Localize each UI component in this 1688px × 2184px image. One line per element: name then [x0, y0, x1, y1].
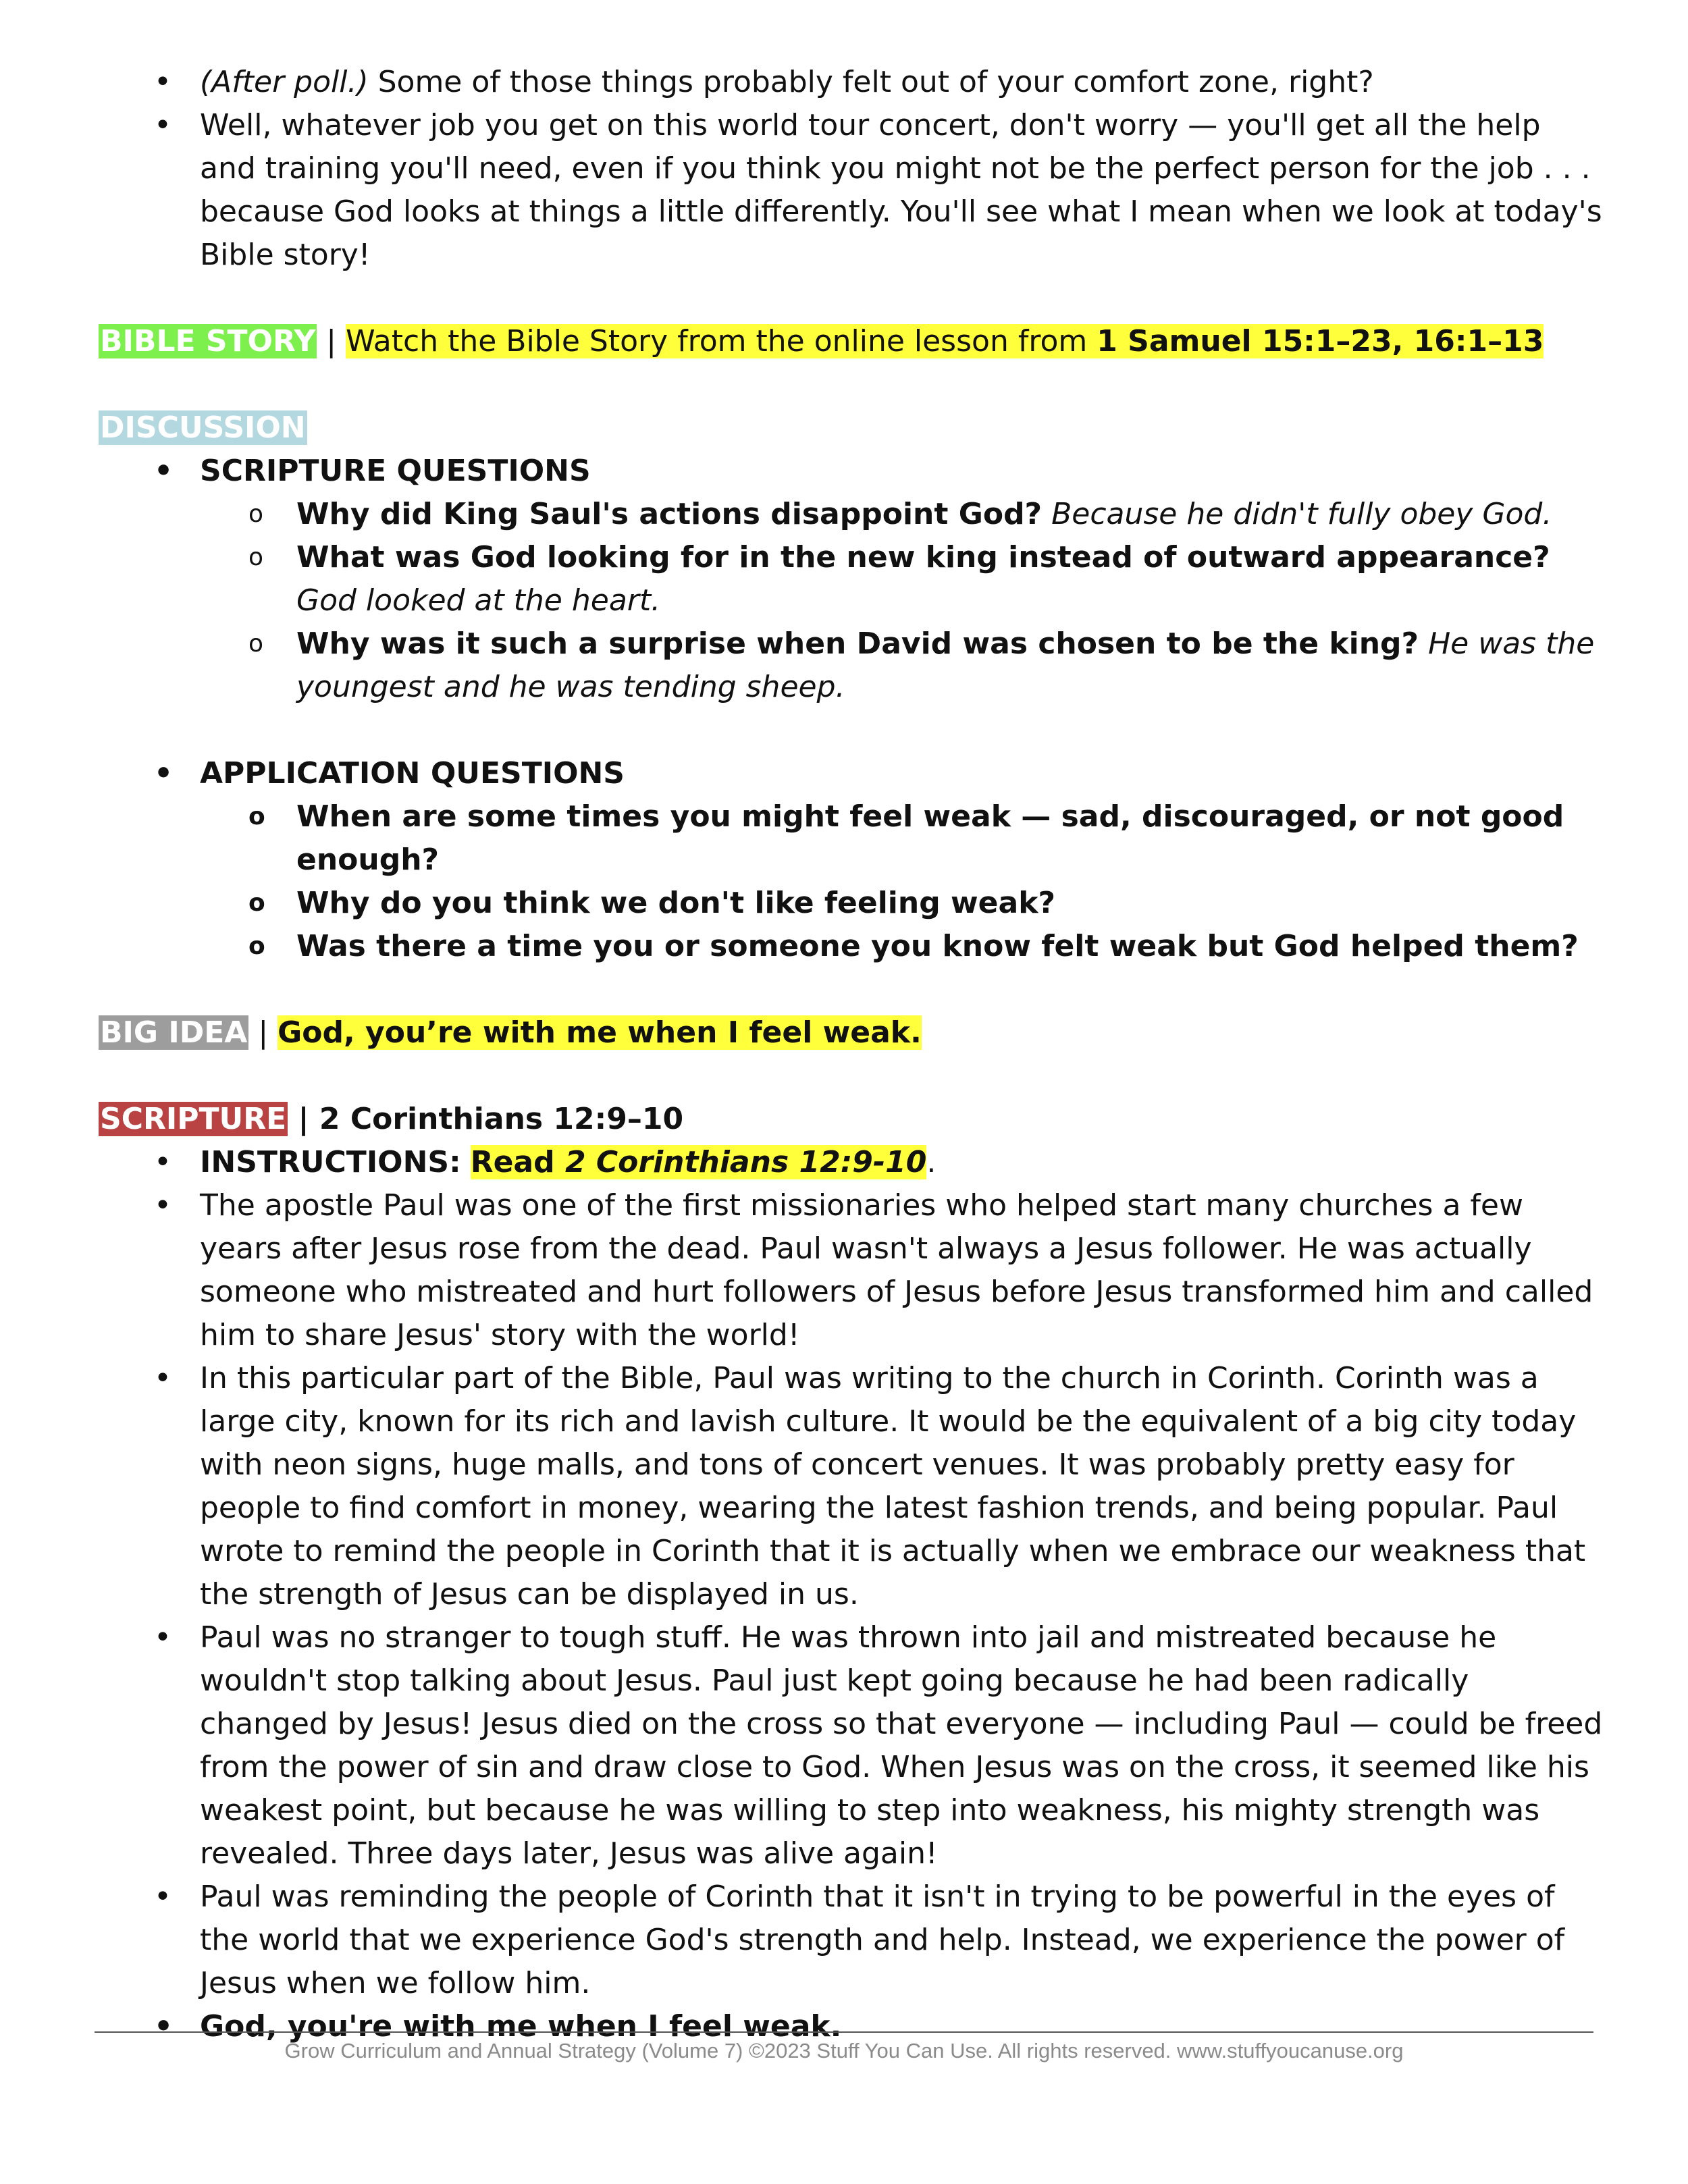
application-question-3: o Was there a time you or someone you know felt weak but God helped them? — [99, 925, 1604, 968]
discussion-heading — [99, 406, 1604, 450]
question-text: What was God looking for in the new king instead of outward appearance? — [296, 540, 1550, 575]
answer-text: He was the youngest and he was tending sheep. — [296, 627, 1595, 704]
intro-list — [99, 61, 1604, 277]
scripture-reference: 2 Corinthians 12:9–10 — [319, 1102, 684, 1136]
scripture-paragraph-4: • Paul was reminding the people of Corinth that it isn't in trying to be powerful in the eyes of the world that we experience God's strength and help. Instead, we experience the power of Jesus when we follow him. — [99, 1875, 1604, 2005]
intro-bullet-1-text: Some of those things probably felt out of your comfort zone, right? — [368, 65, 1374, 99]
scripture-questions-list — [99, 493, 1604, 709]
bible-story-line — [99, 320, 1604, 363]
scripture-paragraph-2: • In this particular part of the Bible, Paul was writing to the church in Corinth. Corinth was a large city, known for its rich and lavish culture. It would be the equivalent of a big city today with neon signs, huge malls, and tons of concert venues. It was probably pretty easy for people to find comfort in money, wearing the latest fashion trends, and being popular. Paul wrote to remind the people in Corinth that it is actually when we embrace our weakness that the strength of Jesus can be displayed in us. — [99, 1357, 1604, 1616]
intro-bullet-2-text: Well, whatever job you get on this world tour concert, don't worry — you'll get all the help and training you'll need, even if you think you might not be the perfect person for the job . . . because God looks at things a little differently. You'll see what I mean when we look at today's Bible story! — [200, 108, 1602, 272]
application-question-1: o When are some times you might feel weak — sad, discouraged, or not good enough? — [99, 795, 1604, 882]
instructions-end: . — [926, 1145, 937, 1179]
closing-statement: • God, you're with me when I feel weak. — [99, 2005, 1604, 2048]
application-questions-list — [99, 795, 1604, 968]
scripture-separator: | — [288, 1102, 319, 1136]
footer-divider — [95, 2031, 1593, 2033]
scripture-paragraph-3: • Paul was no stranger to tough stuff. He was thrown into jail and mistreated because he wouldn't stop talking about Jesus. Paul just kept going because he had been radically changed by Jesus! Jesus died on the cross so that everyone — including Paul — could be freed from the power of sin and draw close to God. When Jesus was on the cross, it seemed like his weakest point, but because he was willing to step into weakness, his mighty strength was revealed. Three days later, Jesus was alive again! — [99, 1616, 1604, 1875]
document-page — [99, 61, 1604, 2048]
scripture-paragraph-1: • The apostle Paul was one of the first missionaries who helped start many churches a few years after Jesus rose from the dead. Paul wasn't always a Jesus follower. He was actually someone who mistreated and hurt followers of Jesus before Jesus transformed him and called him to share Jesus' story with the world! — [99, 1184, 1604, 1357]
instructions-reference: 2 Corinthians 12:9-10 — [564, 1145, 927, 1179]
instructions-read: Read — [470, 1145, 565, 1179]
bible-story-highlight — [346, 324, 1544, 358]
scripture-questions-heading: • SCRIPTURE QUESTIONS — [99, 450, 1604, 493]
instructions-label: INSTRUCTIONS: — [200, 1145, 461, 1179]
footer-copyright: Grow Curriculum and Annual Strategy (Volume 7) ©2023 Stuff You Can Use. All rights reserved. www.stuffyoucanuse.org — [284, 2039, 1404, 2062]
scripture-question-3 — [99, 622, 1604, 709]
application-question-2: o Why do you think we don't like feeling weak? — [99, 882, 1604, 925]
scripture-question-2 — [99, 536, 1604, 622]
answer-text: Because he didn't fully obey God. — [1042, 497, 1552, 531]
question-text: Why did King Saul's actions disappoint God? — [296, 497, 1043, 531]
question-text: Why was it such a surprise when David was chosen to be the king? — [296, 627, 1419, 661]
bible-story-text: Watch the Bible Story from the online lesson from — [346, 324, 1097, 358]
intro-bullet-1 — [99, 61, 1604, 104]
answer-text: God looked at the heart. — [296, 583, 661, 618]
big-idea-line — [99, 1011, 1604, 1055]
scripture-tag: SCRIPTURE — [100, 1102, 287, 1136]
scripture-line — [99, 1098, 1604, 1141]
bible-story-separator: | — [317, 324, 346, 358]
bible-story-reference: 1 Samuel 15:1–23, 16:1–13 — [1097, 324, 1544, 358]
application-questions-heading: • APPLICATION QUESTIONS — [99, 752, 1604, 795]
intro-bullet-2 — [99, 104, 1604, 277]
big-idea-text: God, you’re with me when I feel weak. — [278, 1015, 922, 1050]
after-poll-note: (After poll.) — [200, 65, 369, 99]
instructions-bullet — [99, 1141, 1604, 1184]
application-list — [99, 752, 1604, 795]
instructions-highlight — [471, 1145, 927, 1179]
discussion-tag: DISCUSSION — [100, 410, 306, 445]
discussion-list — [99, 450, 1604, 493]
big-idea-separator: | — [248, 1015, 278, 1050]
scripture-question-1 — [99, 493, 1604, 536]
bible-story-tag: BIBLE STORY — [100, 324, 316, 358]
big-idea-tag: BIG IDEA — [100, 1015, 248, 1050]
scripture-list — [99, 1141, 1604, 2048]
